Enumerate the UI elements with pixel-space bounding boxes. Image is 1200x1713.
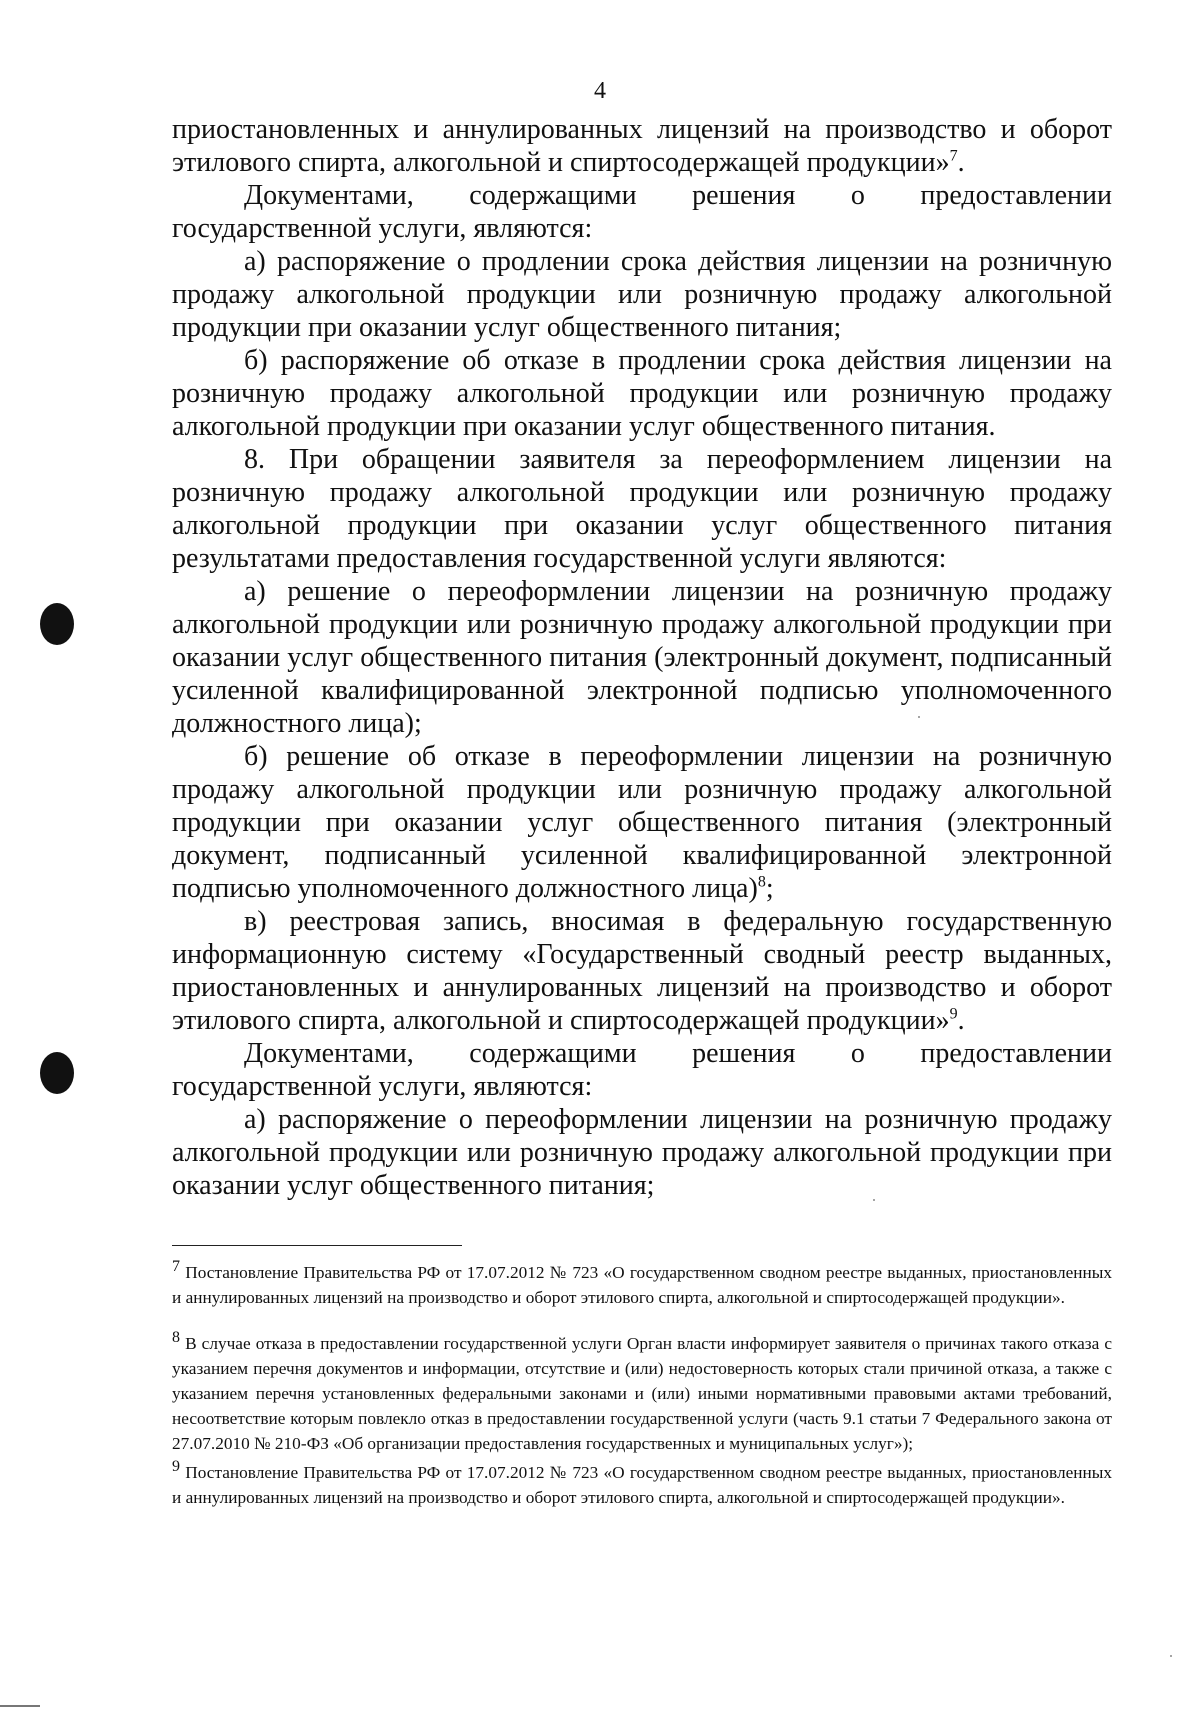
footnote-separator (172, 1245, 462, 1246)
paragraph: а) распоряжение о продлении срока действия лицензии на розничную продажу алкогольной продукции или розничную продажу алкогольной продукции при оказании услуг общественного питания; (172, 246, 1112, 343)
footnote: $^7$ Постановление Правительства РФ от 17.07.2012 № 723 «О государственном сводном реестре выданных, приостановленных и аннулированных лицензий на производство и оборот этилового спирта, алкогольной и спиртосодержащей продукции». (172, 1258, 1112, 1307)
paragraph: а) решение о переоформлении лицензии на розничную продажу алкогольной продукции или розничную продажу алкогольной продукции при оказании услуг общественного питания (электронный документ, подписанный усиленной квалифицированной электронной подписью уполномоченного должностного лица); (172, 576, 1112, 739)
footnote-ref: 9 (949, 1005, 958, 1023)
paragraph: Документами, содержащими решения о предоставлении государственной услуги, являются: (172, 180, 1112, 244)
scan-edge (0, 1705, 40, 1707)
scan-speck (918, 716, 920, 718)
scan-speck (873, 1199, 875, 1201)
footnote-ref: 7 (949, 147, 958, 165)
paragraph: б) распоряжение об отказе в продлении срока действия лицензии на розничную продажу алкогольной продукции или розничную продажу алкогольной продукции при оказании услуг общественного питания. (172, 345, 1112, 442)
footnotes (172, 1260, 1112, 1510)
paragraph: б) решение об отказе в переоформлении лицензии на розничную продажу алкогольной продукции или розничную продажу алкогольной продукции при оказании услуг общественного питания (электронный документ, подписанный усиленной квалифицированной электронной подписью уполномоченного должностного лица)$^8$; (172, 741, 1112, 904)
paragraph: Документами, содержащими решения о предоставлении государственной услуги, являются: (172, 1038, 1112, 1102)
footnote-number: 9 (172, 1458, 180, 1476)
punch-hole (40, 603, 74, 645)
paragraph: приостановленных и аннулированных лицензий на производство и оборот этилового спирта, алкогольной и спиртосодержащей продукции»$^7$. (172, 114, 1112, 178)
body-text (172, 113, 1112, 1202)
scan-speck (1170, 1655, 1172, 1657)
punch-hole (40, 1052, 74, 1094)
footnote: $^9$ Постановление Правительства РФ от 17.07.2012 № 723 «О государственном сводном реестре выданных, приостановленных и аннулированных лицензий на производство и оборот этилового спирта, алкогольной и спиртосодержащей продукции». (172, 1458, 1112, 1507)
footnote-ref: 8 (757, 873, 766, 891)
footnote: $^8$ В случае отказа в предоставлении государственной услуги Орган власти информирует заявителя о причинах такого отказа с указанием перечня документов и информации, отсутствие и (или) недостоверность которых стали причиной отказа, а также с указанием перечня установленных федеральными законами и (или) иными нормативными правовыми актами требований, несоответствие которым повлекло отказ в предоставлении государственной услуги (часть 9.1 статьи 7 Федерального закона от 27.07.2010 № 210-ФЗ «Об организации предоставления государственных и муниципальных услуг»); (172, 1329, 1112, 1453)
paragraph: а) распоряжение о переоформлении лицензии на розничную продажу алкогольной продукции или розничную продажу алкогольной продукции при оказании услуг общественного питания; (172, 1104, 1112, 1201)
paragraph: в) реестровая запись, вносимая в федеральную государственную информационную систему «Государственный сводный реестр выданных, приостановленных и аннулированных лицензий на производство и оборот этилового спирта, алкогольной и спиртосодержащей продукции»$^9$. (172, 906, 1112, 1036)
page-number: 4 (594, 78, 606, 104)
paragraph: 8. При обращении заявителя за переоформлением лицензии на розничную продажу алкогольной продукции или розничную продажу алкогольной продукции при оказании услуг общественного питания результатами предоставления государственной услуги являются: (172, 444, 1112, 574)
footnote-number: 7 (172, 1258, 180, 1276)
footnote-number: 8 (172, 1329, 180, 1347)
